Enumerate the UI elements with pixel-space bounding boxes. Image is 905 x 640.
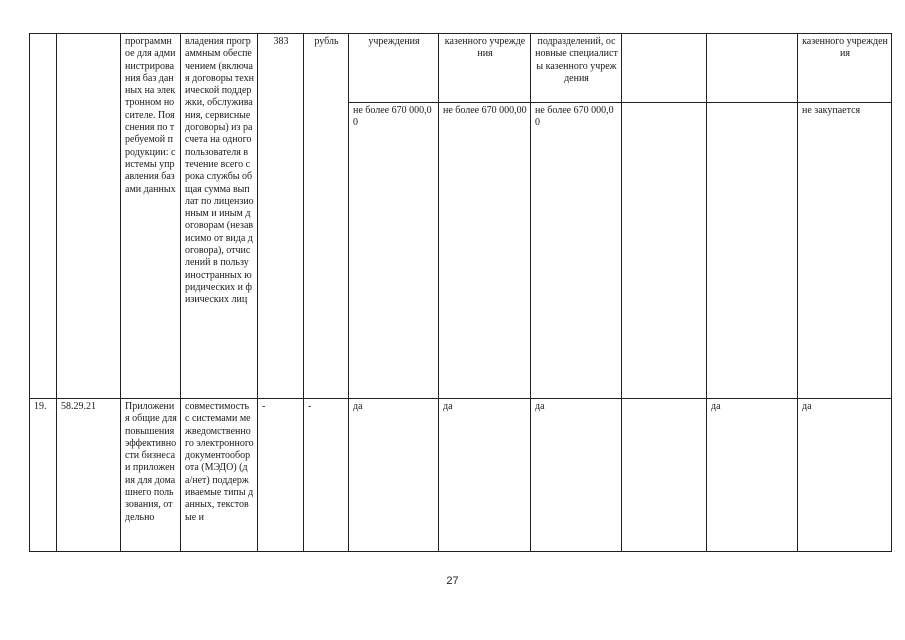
value-col10: да bbox=[707, 399, 798, 552]
product-name-cell: программное для администрирования баз данных на электронном носителе. Пояснения по требуемой продукции: системы управления базами данных bbox=[121, 34, 181, 399]
table-row bbox=[30, 399, 892, 552]
unit-cell: рубль bbox=[304, 34, 349, 399]
okei-code-cell: 383 bbox=[258, 34, 304, 399]
empty-value-cell bbox=[622, 399, 707, 552]
table-row bbox=[30, 34, 892, 103]
value-last: да bbox=[798, 399, 892, 552]
characteristic-cell: совместимость с системами межведомственного электронного документооборота (МЭДО) (да/нет) поддерживаемые типы данных, текстовые и bbox=[181, 399, 258, 552]
value-uchrezhdeniya: не более 670 000,00 bbox=[349, 103, 439, 399]
empty-value-cell bbox=[707, 103, 798, 399]
page-number: 27 bbox=[446, 575, 459, 587]
header-uchrezhdeniya: учреждения bbox=[349, 34, 439, 103]
product-name-cell: Приложения общие для повышения эффективности бизнеса и приложения для домашнего пользования, отдельно bbox=[121, 399, 181, 552]
header-podrazdeleniy: подразделений, основные специалисты казенного учреждения bbox=[531, 34, 622, 103]
value-podrazdeleniy: да bbox=[531, 399, 622, 552]
characteristic-cell: владения программным обеспечением (включая договоры технической поддержки, обслуживания, сервисные договоры) из расчета на одного пользователя в течение всего срока службы общая сумма выплат по лицензионным и иным договорам (независимо от вида договора), отчислений в пользу иностранных юридических и физических лиц bbox=[181, 34, 258, 399]
row-number-cell: 19. bbox=[30, 399, 57, 552]
okpd-code-cell: 58.29.21 bbox=[57, 399, 121, 552]
unit-cell: - bbox=[304, 399, 349, 552]
empty-value-cell bbox=[622, 103, 707, 399]
okpd-code-cell bbox=[57, 34, 121, 399]
value-kazennogo: не более 670 000,00 bbox=[439, 103, 531, 399]
header-kazennogo-uchrezhdeniya: казенного учреждения bbox=[439, 34, 531, 103]
value-podrazdeleniy: не более 670 000,00 bbox=[531, 103, 622, 399]
value-last: не закупается bbox=[798, 103, 892, 399]
requirements-table bbox=[29, 33, 892, 552]
header-kazennogo-uchrezhdeniya-last: казенного учреждения bbox=[798, 34, 892, 103]
empty-header-cell bbox=[707, 34, 798, 103]
okei-code-cell: - bbox=[258, 399, 304, 552]
empty-header-cell bbox=[622, 34, 707, 103]
value-uchrezhdeniya: да bbox=[349, 399, 439, 552]
row-number-cell bbox=[30, 34, 57, 399]
value-kazennogo: да bbox=[439, 399, 531, 552]
